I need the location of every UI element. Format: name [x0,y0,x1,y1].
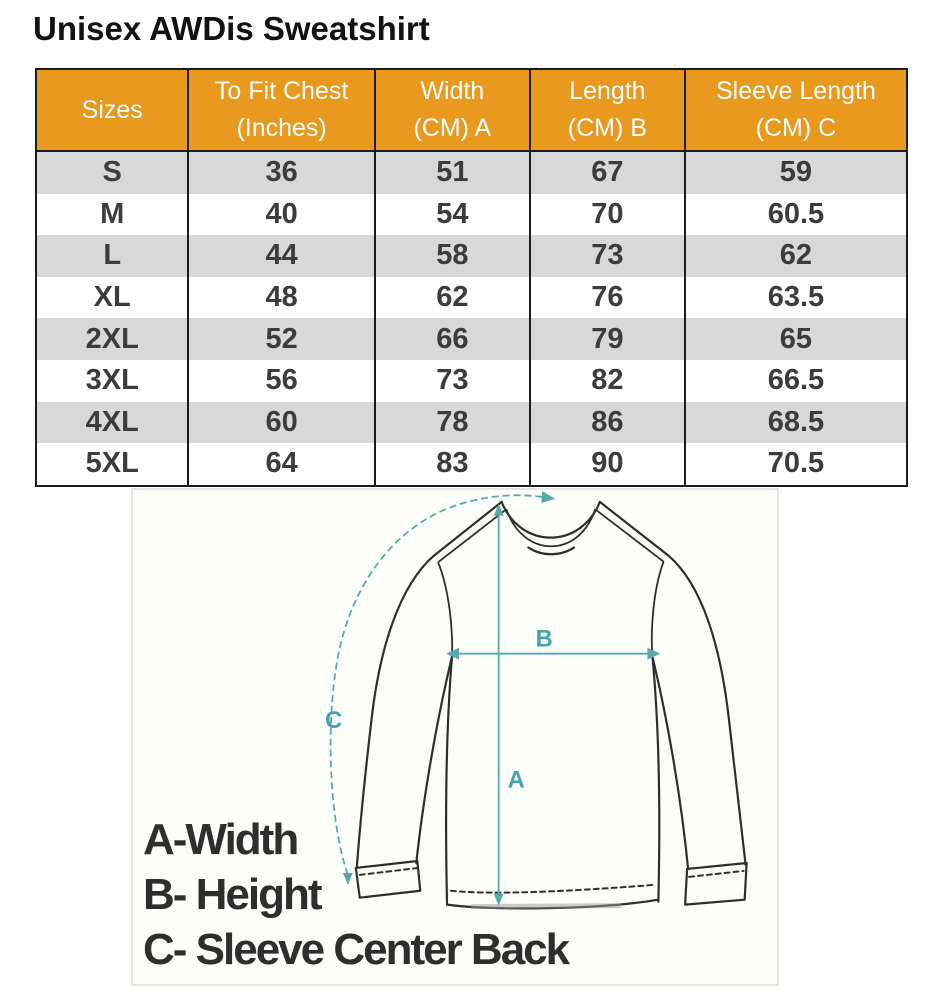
size-table [35,68,908,487]
size-label: 5XL [36,443,188,486]
size-value: 78 [375,402,530,444]
size-value: 79 [530,318,685,360]
size-value: 70.5 [685,443,907,486]
size-value: 60 [188,402,374,444]
arrowhead-c-top [541,491,555,503]
size-value: 66 [375,318,530,360]
legend-b-height: B- Height [143,870,321,919]
size-row-XL [36,277,907,319]
size-table-header-row [36,69,907,151]
column-header-2: Width (CM) A [375,69,530,151]
size-value: 48 [188,277,374,319]
measurement-diagram [131,488,779,986]
column-header-0: Sizes [36,69,188,151]
size-value: 90 [530,443,685,486]
measurement-legend [143,812,568,977]
size-value: 67 [530,151,685,194]
size-row-M [36,194,907,236]
size-row-4XL [36,402,907,444]
size-label: XL [36,277,188,319]
size-label: 2XL [36,318,188,360]
marker-b: B [535,625,553,653]
size-label: L [36,235,188,277]
arrowhead-b-right [647,648,660,660]
size-value: 44 [188,235,374,277]
size-value: 60.5 [685,194,907,236]
size-value: 62 [685,235,907,277]
size-value: 40 [188,194,374,236]
size-label: S [36,151,188,194]
size-value: 73 [375,360,530,402]
size-value: 73 [530,235,685,277]
column-header-4: Sleeve Length (CM) C [685,69,907,151]
size-value: 68.5 [685,402,907,444]
size-value: 52 [188,318,374,360]
column-header-3: Length (CM) B [530,69,685,151]
size-row-S [36,151,907,194]
marker-c: C [325,707,343,735]
size-value: 62 [375,277,530,319]
size-value: 70 [530,194,685,236]
size-value: 82 [530,360,685,402]
size-value: 64 [188,443,374,486]
size-row-L [36,235,907,277]
marker-a: A [507,766,525,794]
size-value: 65 [685,318,907,360]
size-value: 51 [375,151,530,194]
size-value: 54 [375,194,530,236]
size-label: M [36,194,188,236]
size-value: 66.5 [685,360,907,402]
size-value: 86 [530,402,685,444]
size-label: 3XL [36,360,188,402]
size-value: 36 [188,151,374,194]
size-row-5XL [36,443,907,486]
size-value: 83 [375,443,530,486]
legend-c-sleeve: C- Sleeve Center Back [143,925,569,974]
size-value: 58 [375,235,530,277]
legend-a-width: A-Width [143,815,298,864]
size-value: 76 [530,277,685,319]
size-value: 56 [188,360,374,402]
size-row-2XL [36,318,907,360]
size-row-3XL [36,360,907,402]
page-title: Unisex AWDis Sweatshirt [33,10,430,47]
size-label: 4XL [36,402,188,444]
column-header-1: To Fit Chest (Inches) [188,69,374,151]
size-value: 63.5 [685,277,907,319]
size-value: 59 [685,151,907,194]
